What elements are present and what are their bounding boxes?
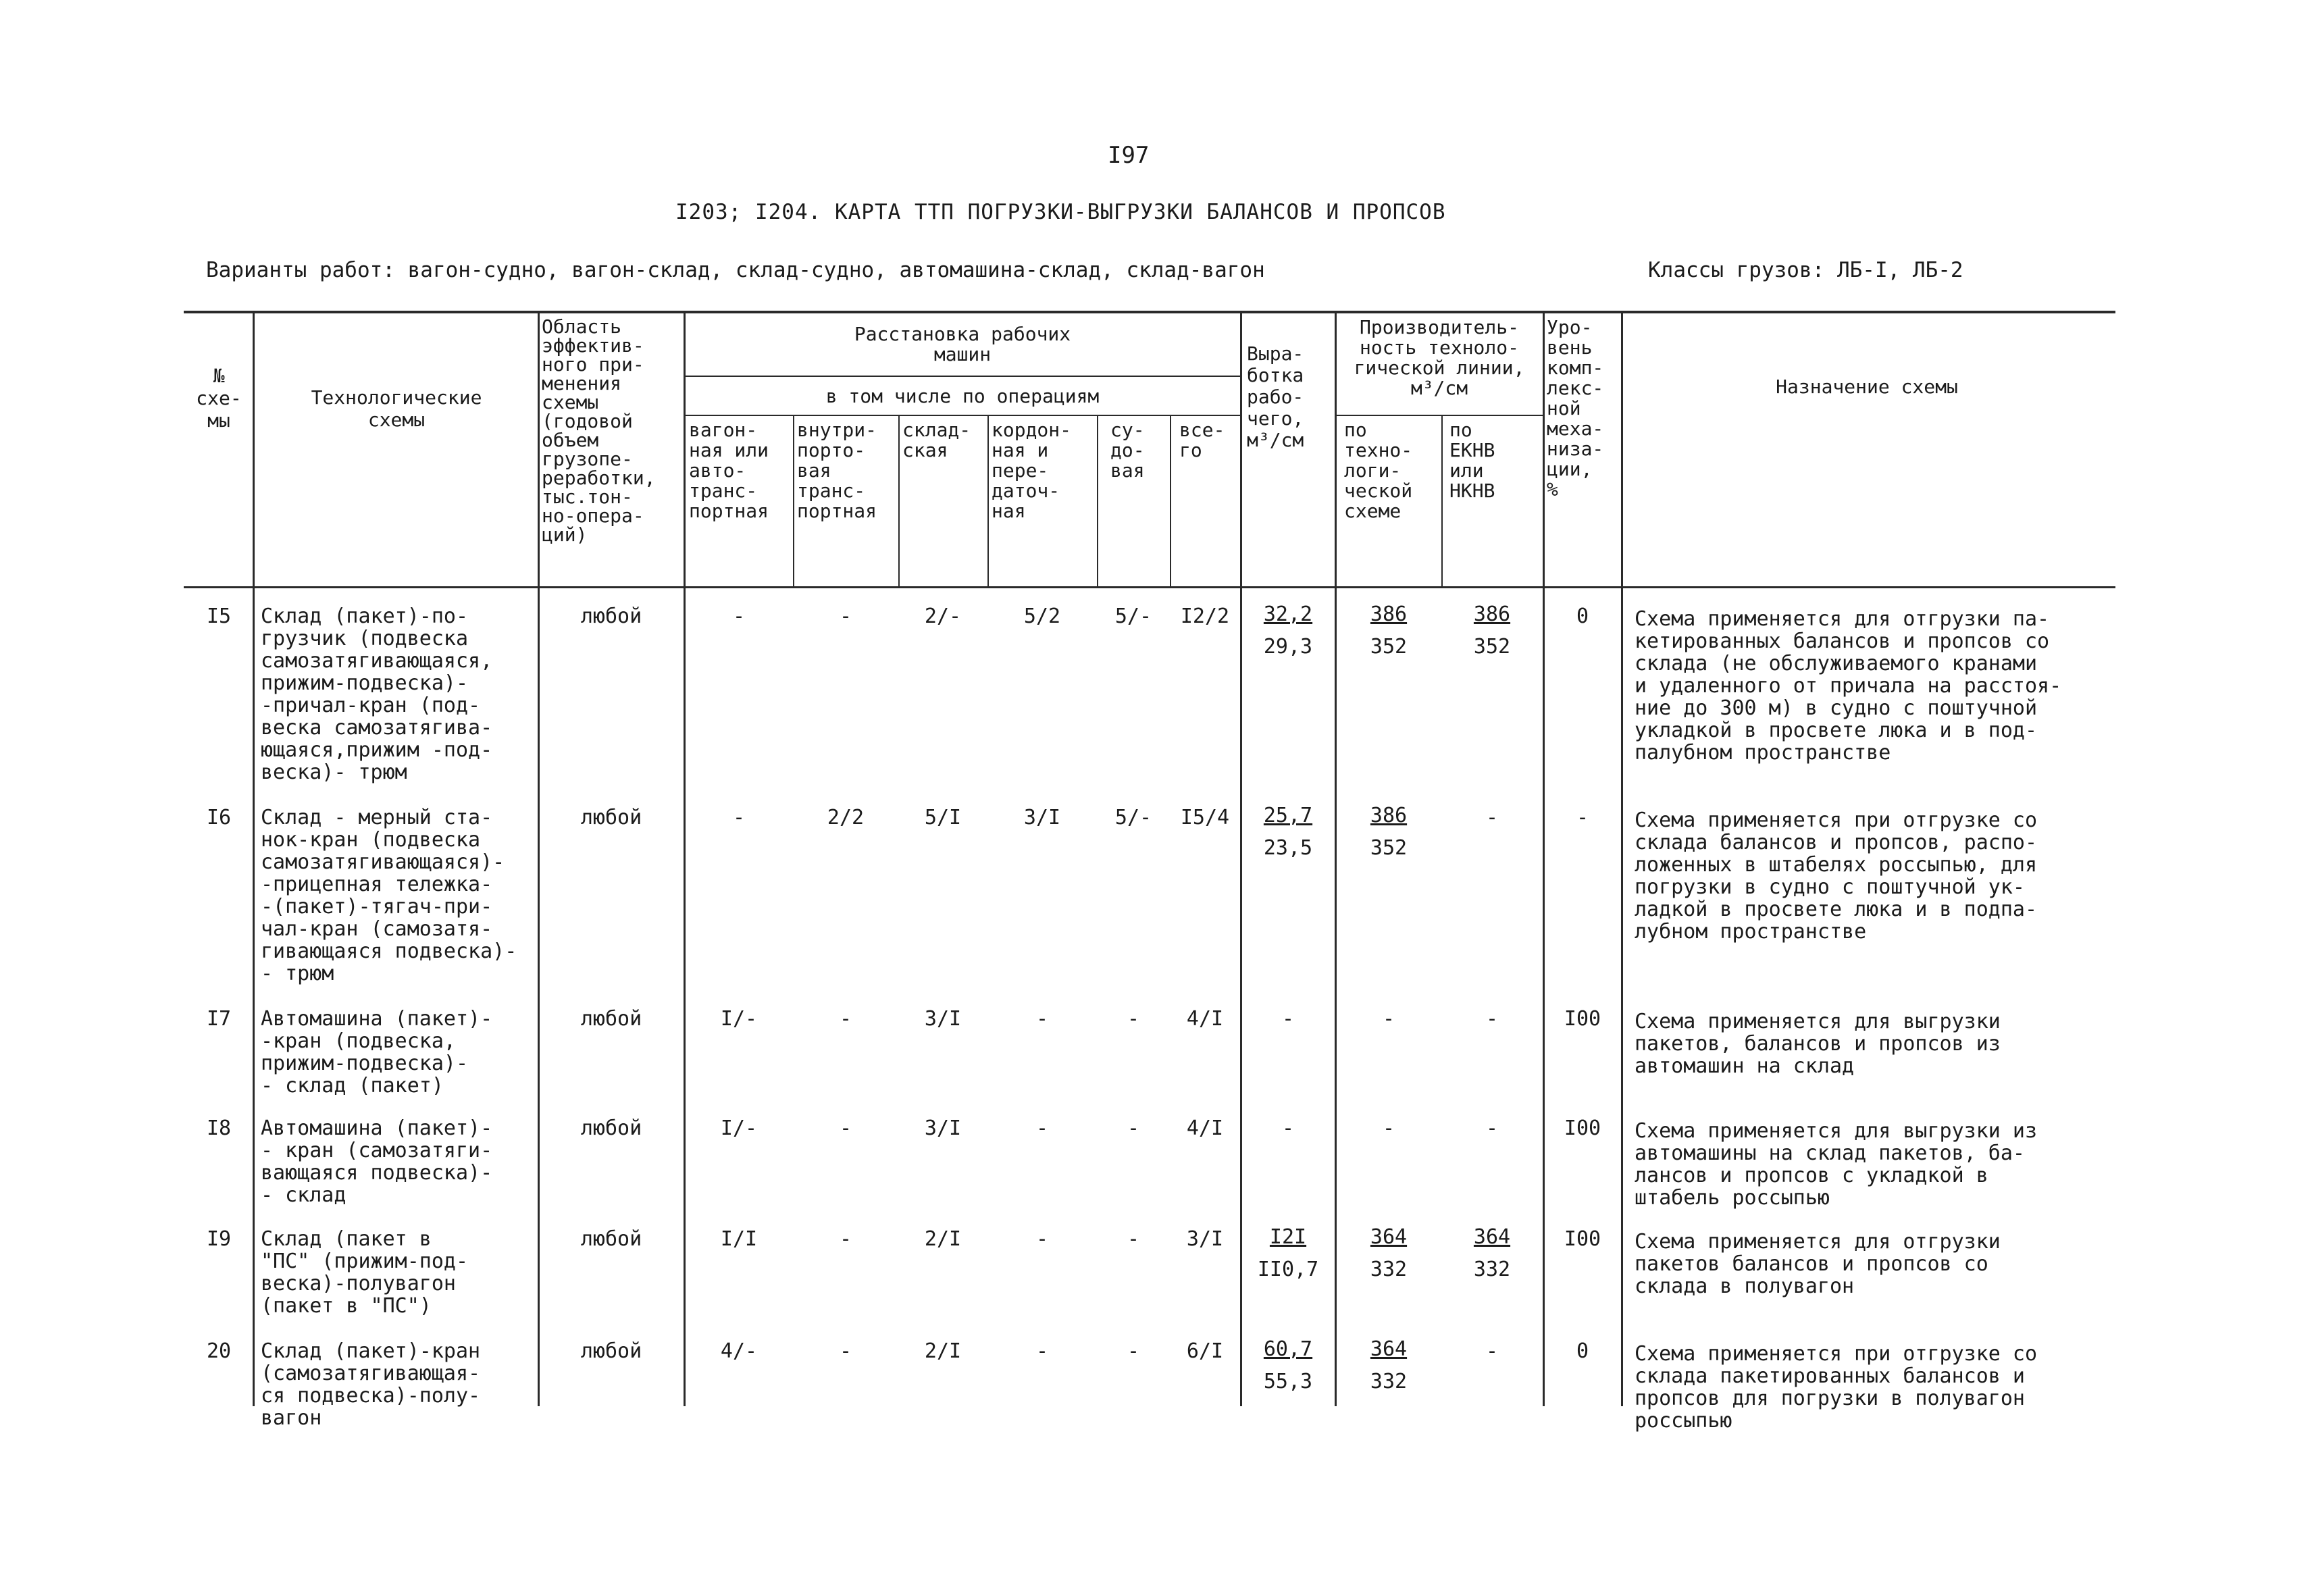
row-op-wagon: I/I	[720, 1227, 758, 1251]
row-op-total: 4/I	[1186, 1007, 1224, 1031]
col-divider	[1543, 312, 1545, 1406]
row-output: $\frac{32,2}{29,3}$	[1263, 602, 1313, 659]
header-sub-rule	[1335, 415, 1543, 416]
row-mech: I00	[1564, 1007, 1601, 1031]
row-op-wagon: -	[732, 806, 746, 829]
row-scheme: Склад (пакет)-кран (самозатягивающая- ся подвеска)-полу- вагон	[261, 1339, 481, 1430]
row-purpose: Схема применяется при отгрузке со склада пакетированных балансов и пропсов для погрузки в полувагон россыпью	[1635, 1342, 2038, 1433]
header-sub-rule	[684, 376, 1240, 377]
row-area: любой	[580, 1116, 642, 1140]
row-op-ship: -	[1127, 1116, 1140, 1140]
row-op-wagon: I/-	[720, 1007, 758, 1031]
row-area: любой	[580, 1227, 642, 1251]
row-num: I8	[206, 1116, 232, 1140]
row-prod-tech: $\frac{386}{352}$	[1370, 602, 1408, 659]
header-area: Область эффектив- ного при- менения схемы (годовой объем грузопе- реработки, тыс.тон- но-опера- ций)	[542, 315, 656, 546]
row-op-internal: -	[839, 604, 852, 628]
table-top-rule	[184, 311, 2115, 313]
row-prod-eknv: -	[1485, 1116, 1499, 1140]
col-divider	[538, 312, 540, 1406]
row-output: $\frac{25,7}{23,5}$	[1263, 804, 1313, 860]
row-op-ship: 5/-	[1114, 806, 1152, 829]
header-output: Выра- ботка рабо- чего, м³/см	[1247, 342, 1304, 451]
row-op-warehouse: 5/I	[924, 806, 962, 829]
row-output: -	[1281, 1116, 1295, 1140]
subcol-divider	[1170, 415, 1171, 586]
header-op-wagon: вагон- ная или авто- транс- портная	[689, 419, 769, 522]
row-prod-tech: -	[1382, 1007, 1395, 1031]
row-output: $\frac{60,7}{55,3}$	[1263, 1337, 1313, 1393]
row-mech: 0	[1576, 604, 1589, 628]
row-op-warehouse: 2/-	[924, 604, 962, 628]
page-title: I203; I204. КАРТА ТТП ПОГРУЗКИ-ВЫГРУЗКИ БАЛАНСОВ И ПРОПСОВ	[675, 200, 1446, 224]
row-op-wagon: -	[732, 604, 746, 628]
row-prod-tech: $\frac{364}{332}$	[1370, 1337, 1408, 1393]
col-divider	[1335, 312, 1337, 1406]
row-op-total: 3/I	[1186, 1227, 1224, 1251]
header-num: № схе- мы	[196, 365, 242, 432]
header-op-ship: су- до- вая	[1110, 419, 1145, 482]
row-mech: I00	[1564, 1116, 1601, 1140]
row-purpose: Схема применяется для отгрузки пакетов балансов и пропсов со склада в полувагон	[1635, 1230, 2001, 1298]
row-prod-tech: $\frac{386}{352}$	[1370, 804, 1408, 860]
header-op-total: все- го	[1179, 419, 1225, 461]
row-mech: 0	[1576, 1339, 1589, 1363]
row-prod-eknv: $\frac{386}{352}$	[1473, 602, 1511, 659]
row-num: I7	[206, 1007, 232, 1031]
row-op-cordon: 5/2	[1023, 604, 1061, 628]
row-num: I5	[206, 604, 232, 628]
row-op-cordon: 3/I	[1023, 806, 1061, 829]
row-op-cordon: -	[1035, 1116, 1049, 1140]
work-variants: Варианты работ: вагон-судно, вагон-склад, склад-судно, автомашина-склад, склад-вагон	[206, 258, 1265, 282]
row-op-ship: -	[1127, 1227, 1140, 1251]
cargo-classes: Классы грузов: ЛБ-I, ЛБ-2	[1648, 258, 1963, 282]
subcol-divider	[793, 415, 794, 586]
row-op-cordon: -	[1035, 1227, 1049, 1251]
subcol-divider	[987, 415, 989, 586]
row-op-internal: -	[839, 1116, 852, 1140]
row-prod-eknv: $\frac{364}{332}$	[1473, 1225, 1511, 1281]
row-area: любой	[580, 604, 642, 628]
row-op-internal: 2/2	[827, 806, 865, 829]
row-purpose: Схема применяется для выгрузки пакетов, балансов и пропсов из автомашин на склад	[1635, 1010, 2001, 1078]
row-purpose: Схема применяется при отгрузке со склада балансов и пропсов, распо- ложенных в штабелях россыпью, для погрузки в судно с поштучной ук- ладкой в просвете люка и в подпа- лубном пространстве	[1635, 808, 2038, 944]
col-divider	[684, 312, 686, 1406]
header-bottom-rule	[184, 586, 2115, 588]
row-op-ship: 5/-	[1114, 604, 1152, 628]
col-divider	[1240, 312, 1242, 1406]
row-mech: -	[1576, 806, 1589, 829]
subcol-divider	[898, 415, 900, 586]
row-op-wagon: I/-	[720, 1116, 758, 1140]
row-area: любой	[580, 1339, 642, 1363]
row-op-total: I5/4	[1180, 806, 1230, 829]
header-including: в том числе по операциям	[825, 385, 1100, 407]
header-mech-level: Уро- вень комп- лекс- ной меха- низа- ции, %	[1547, 316, 1604, 500]
row-op-internal: -	[839, 1339, 852, 1363]
row-num: I6	[206, 806, 232, 829]
row-op-ship: -	[1127, 1339, 1140, 1363]
row-prod-tech: -	[1382, 1116, 1395, 1140]
row-area: любой	[580, 806, 642, 829]
row-output: -	[1281, 1007, 1295, 1031]
row-purpose: Схема применяется для выгрузки из автомашины на склад пакетов, ба- лансов и пропсов с укладкой в штабель россыпью	[1635, 1119, 2038, 1210]
row-op-internal: -	[839, 1227, 852, 1251]
row-scheme: Склад (пакет в "ПС" (прижим-под- веска)-полувагон (пакет в "ПС")	[261, 1227, 469, 1318]
header-op-warehouse: склад- ская	[902, 419, 971, 461]
header-op-cordon: кордон- ная и пере- даточ- ная	[992, 419, 1072, 522]
row-purpose: Схема применяется для отгрузки па- кетированных балансов и пропсов со склада (не обслуживаемого кранами и удаленного от причала на расстоя- ние до 300 м) в судно с поштучной укладкой в просвете люка и в под- палубном пространстве	[1635, 607, 2062, 765]
row-prod-eknv: -	[1485, 806, 1499, 829]
row-op-total: I2/2	[1180, 604, 1230, 628]
row-prod-eknv: -	[1485, 1339, 1499, 1363]
row-op-cordon: -	[1035, 1007, 1049, 1031]
row-prod-tech: $\frac{364}{332}$	[1370, 1225, 1408, 1281]
col-divider	[253, 312, 255, 1406]
col-divider	[1621, 312, 1623, 1406]
page-number: I97	[1108, 142, 1150, 169]
row-op-ship: -	[1127, 1007, 1140, 1031]
row-scheme: Склад (пакет)-по- грузчик (подвеска самозатягивающаяся, прижим-подвеска)- -причал-кран (под- веска самозатягива- ющаяся,прижим -под- веска)- трюм	[261, 604, 493, 784]
header-placement: Расстановка рабочих машин	[854, 323, 1071, 365]
header-prod-tech: по техно- логи- ческой схеме	[1344, 419, 1413, 522]
row-scheme: Склад - мерный ста- нок-кран (подвеска самозатягивающаяся)- -прицепная тележка- -(пакет)-тягач-при- чал-кран (самозатя- гивающаяся подвеска)- - трюм	[261, 806, 517, 985]
row-num: I9	[206, 1227, 232, 1251]
row-op-warehouse: 2/I	[924, 1339, 962, 1363]
row-area: любой	[580, 1007, 642, 1031]
row-op-total: 6/I	[1186, 1339, 1224, 1363]
row-num: 20	[206, 1339, 232, 1363]
header-purpose: Назначение схемы	[1776, 376, 1958, 398]
row-op-cordon: -	[1035, 1339, 1049, 1363]
row-op-warehouse: 3/I	[924, 1007, 962, 1031]
row-mech: I00	[1564, 1227, 1601, 1251]
row-op-total: 4/I	[1186, 1116, 1224, 1140]
row-scheme: Автомашина (пакет)- -кран (подвеска, прижим-подвеска)- - склад (пакет)	[261, 1007, 493, 1098]
header-op-internal: внутри- порто- вая транс- портная	[797, 419, 877, 522]
header-schemes: Технологические схемы	[311, 386, 482, 431]
header-sub-rule	[684, 415, 1240, 416]
header-prod-eknv: по ЕКНВ или НКНВ	[1449, 419, 1495, 502]
row-scheme: Автомашина (пакет)- - кран (самозатяги- вающаяся подвеска)- - склад	[261, 1116, 493, 1207]
subcol-divider	[1097, 415, 1098, 586]
subcol-divider	[1441, 415, 1443, 586]
row-op-internal: -	[839, 1007, 852, 1031]
row-op-warehouse: 2/I	[924, 1227, 962, 1251]
row-op-warehouse: 3/I	[924, 1116, 962, 1140]
row-op-wagon: 4/-	[720, 1339, 758, 1363]
header-productivity: Производитель- ность техноло- гической линии, м³/см	[1354, 316, 1525, 399]
row-output: $\frac{I2I}{II0,7}$	[1257, 1225, 1319, 1281]
row-prod-eknv: -	[1485, 1007, 1499, 1031]
